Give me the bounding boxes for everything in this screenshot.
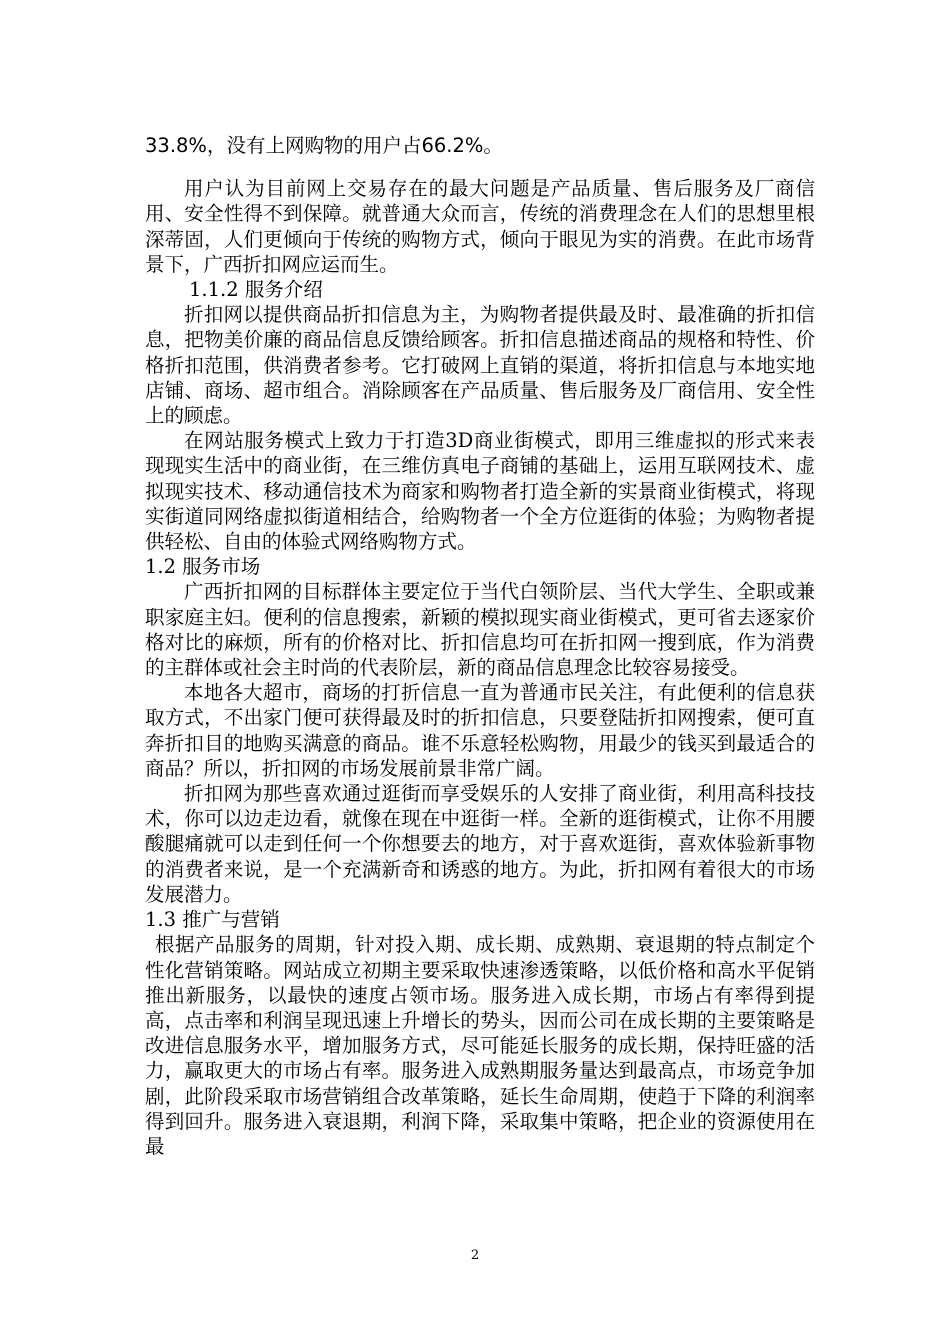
paragraph-market-1: 广西折扣网的目标群体主要定位于当代白领阶层、当代大学生、全职或兼职家庭主妇。便利的信息搜索，新颖的模拟现实商业街模式，更可省去逐家价格对比的麻烦，所有的价格对比、折扣信息均可在折扣网一搜到底，作为消费的主群体或社会主时尚的代表阶层，新的商品信息理念比较容易接受。 (145, 580, 815, 680)
heading-1-3: 1.3 推广与营销 (145, 908, 280, 932)
document-body (145, 133, 815, 1159)
paragraph-continued: 33.8%，没有上网购物的用户占66.2%。 (145, 134, 503, 157)
paragraph-market-3: 折扣网为那些喜欢通过逛街而享受娱乐的人安排了商业街，利用高科技技术，你可以边走边看，就像在现在中逛街一样。全新的逛街模式，让你不用腰酸腿痛就可以走到任何一个你想要去的地方，对于喜欢逛街，喜欢体验新事物的消费者来说，是一个充满新奇和诱惑的地方。为此，折扣网有着很大的市场发展潜力。 (145, 782, 815, 906)
paragraph-service-2: 在网站服务模式上致力于打造3D商业街模式，即用三维虚拟的形式来表现现实生活中的商业街，在三维仿真电子商铺的基础上，运用互联网技术、虚拟现实技术、移动通信技术为商家和购物者打造全新的实景商业街模式，将现实街道同网络虚拟街道相结合，给购物者一个全方位逛街的体验；为购物者提供轻松、自由的体验式网络购物方式。 (145, 429, 815, 554)
page-number: 2 (470, 1248, 480, 1263)
paragraph-problem: 用户认为目前网上交易存在的最大问题是产品质量、售后服务及厂商信用、安全性得不到保障。就普通大众而言，传统的消费理念在人们的思想里根深蒂固，人们更倾向于传统的购物方式，倾向于眼见为实的消费。在此市场背景下，广西折扣网应运而生。 (145, 177, 815, 276)
paragraph-promotion: 根据产品服务的周期，针对投入期、成长期、成熟期、衰退期的特点制定个性化营销策略。网站成立初期主要采取快速渗透策略，以低价格和高水平促销推出新服务，以最快的速度占领市场。服务进入成长期，市场占有率得到提高，点击率和利润呈现迅速上升增长的势头，因而公司在成长期的主要策略是改进信息服务水平，增加服务方式，尽可能延长服务的成长期，保持旺盛的活力，赢取更大的市场占有率。服务进入成熟期服务量达到最高点，市场竞争加剧，此阶段采取市场营销组合改革策略，延长生命周期，使趋于下降的利润率得到回升。服务进入衰退期，利润下降，采取集中策略，把企业的资源使用在最 (145, 933, 815, 1158)
heading-1-2: 1.2 服务市场 (145, 555, 261, 579)
heading-1-1-2: 1.1.2 服务介绍 (189, 278, 323, 302)
paragraph-market-2: 本地各大超市，商场的打折信息一直为普通市民关注，有此便利的信息获取方式，不出家门便可获得最及时的折扣信息，只要登陆折扣网搜索，便可直奔折扣目的地购买满意的商品。谁不乐意轻松购物，用最少的钱买到最适合的商品？所以，折扣网的市场发展前景非常广阔。 (145, 681, 815, 780)
paragraph-service-1: 折扣网以提供商品折扣信息为主，为购物者提供最及时、最准确的折扣信息，把物美价廉的商品信息反馈给顾客。折扣信息描述商品的规格和特性、价格折扣范围，供消费者参考。它打破网上直销的渠道，将折扣信息与本地实地店铺、商场、超市组合。消除顾客在产品质量、售后服务及厂商信用、安全性上的顾虑。 (145, 303, 815, 428)
